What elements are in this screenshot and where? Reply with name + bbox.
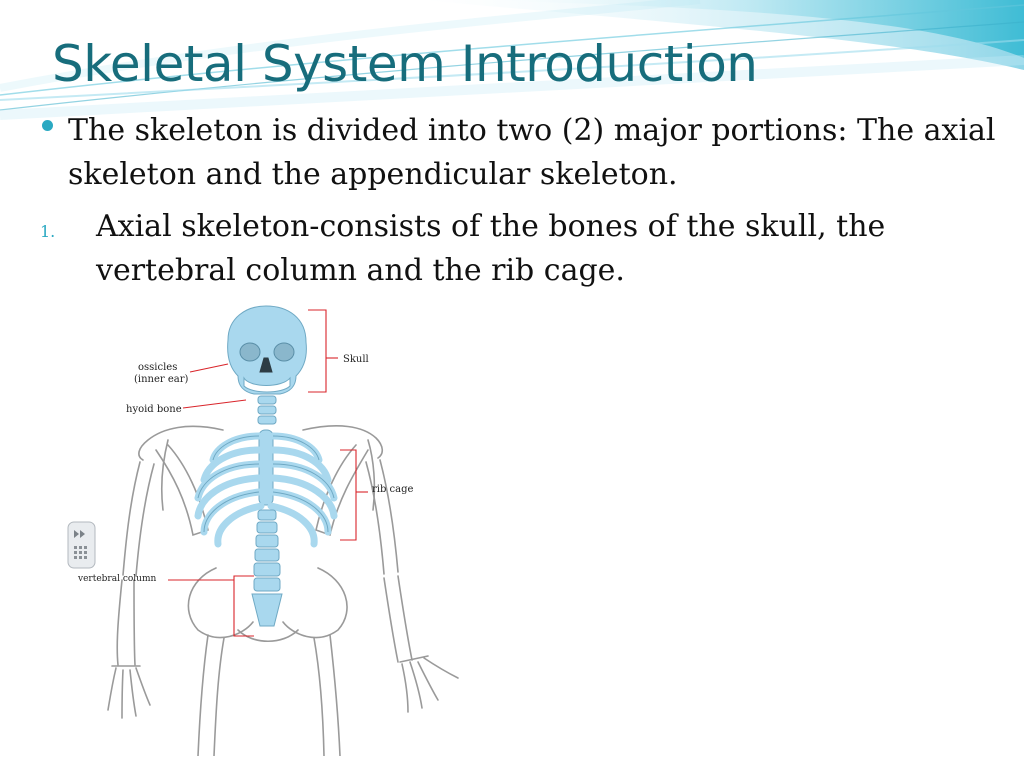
label-skull: Skull: [343, 354, 369, 365]
bullet-paragraph: The skeleton is divided into two (2) major portions: The axial skeleton and the appendicular skeleton.: [68, 113, 996, 192]
media-control-icon[interactable]: [67, 521, 96, 569]
label-ossicles: ossicles: [138, 362, 178, 373]
label-vertebral-column: vertebral column: [78, 574, 157, 584]
slide-title: Skeletal System Introduction: [52, 35, 758, 93]
skull-shape: [228, 306, 307, 394]
label-inner-ear: (inner ear): [134, 374, 189, 385]
numbered-paragraph: Axial skeleton-consists of the bones of the skull, the vertebral column and the rib cage.: [96, 209, 886, 288]
axial-skeleton-diagram: [68, 300, 506, 756]
label-hyoid-bone: hyoid bone: [126, 404, 182, 415]
numbered-list-marker: 1.: [40, 222, 56, 241]
label-rib-cage: rib cage: [372, 484, 414, 495]
round-bullet-icon: [42, 120, 53, 131]
